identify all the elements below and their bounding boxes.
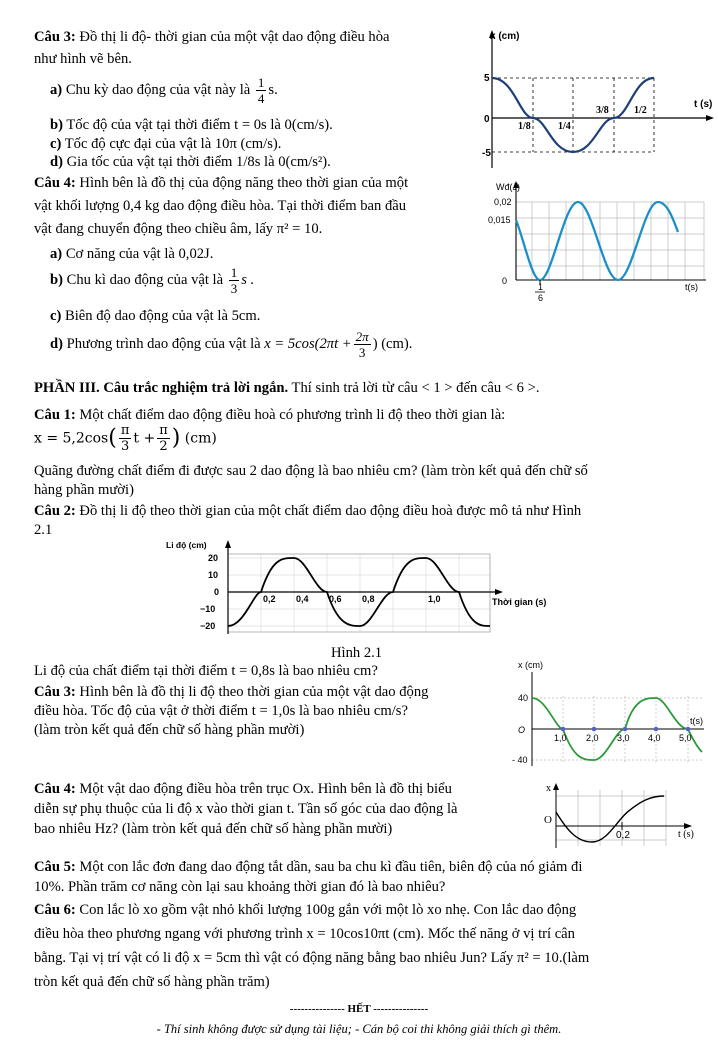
x-axis-label: t(s) — [690, 716, 703, 726]
p2-q3-stem: Đồ thị li độ- thời gian của một vật dao động điều hòa — [79, 29, 390, 45]
p2-q4-option-a — [50, 246, 213, 263]
x-axis-arrow — [706, 115, 714, 121]
p3-q6-line1 — [34, 902, 576, 919]
p2-q4-graph — [482, 178, 714, 306]
p2-q3-graph — [474, 28, 718, 176]
frac-den: 3 — [120, 439, 130, 454]
frac-den: 4 — [257, 91, 265, 106]
fraction — [119, 424, 132, 453]
y-tick-label: −20 — [200, 621, 216, 631]
y-tick-label: -5 — [482, 148, 491, 159]
option-text: Tốc độ cực đại của vật là 10π (cm/s). — [64, 136, 282, 152]
y-tick-label: - 40 — [512, 755, 528, 765]
p2-q4-option-c — [50, 308, 260, 325]
frac-den: 2 — [159, 439, 168, 454]
x-tick-label: 1,0 — [554, 733, 567, 743]
option-text: Chu kì dao động của vật là — [66, 271, 224, 288]
end-marker: --------------- HẾT --------------- — [289, 1003, 429, 1015]
frac-den: 3 — [358, 345, 366, 360]
grid — [516, 202, 704, 280]
p3-q1-label: Câu 1: — [34, 407, 76, 423]
p3-q6-label: Câu 6: — [34, 902, 76, 918]
option-unit: s . — [241, 271, 255, 288]
p3-q2-caption: Hình 2.1 — [331, 645, 383, 661]
option-text: Chu kỳ dao động của vật này là — [65, 81, 251, 98]
p3-q1-stem: Một chất điểm dao động điều hoà có phương trình li độ theo thời gian là: — [79, 407, 506, 423]
p2-q3-option-a — [50, 76, 278, 105]
x-tick-label: 1,0 — [428, 594, 441, 604]
p3-q4-stem-3: bao nhiêu Hz? (làm tròn kết quả đến chữ số hàng phần mười) — [34, 821, 393, 837]
equation-part: x = 5cos(2πt + — [264, 335, 352, 352]
y-axis-label: x (cm) — [518, 660, 543, 670]
y-axis-label: x (cm) — [490, 31, 520, 42]
y-tick-label: 0 — [484, 114, 490, 125]
origin-label: O — [518, 725, 526, 735]
fraction — [229, 266, 240, 295]
option-text: Cơ năng của vật là 0,02J. — [65, 246, 214, 262]
grid-lines — [492, 78, 654, 152]
p3-q2-label: Câu 2: — [34, 503, 76, 519]
y-tick-label: −10 — [200, 604, 216, 614]
x-tick-den: 6 — [538, 293, 544, 303]
frac-num: 1 — [257, 75, 265, 90]
x-tick-label: 1/2 — [634, 105, 647, 116]
x-tick-label: 2,0 — [586, 733, 599, 743]
equation-part: ) (cm). — [372, 335, 413, 352]
x-axis-label: t (s) — [694, 99, 713, 110]
x-tick-num: 1 — [538, 282, 544, 292]
x-tick-label: 3/8 — [596, 105, 609, 116]
x-tick-label: 0,2 — [263, 594, 276, 604]
y-axis-arrow — [553, 783, 559, 790]
option-text: Tốc độ của vật tại thời điểm t = 0s là 0(cm/s). — [66, 117, 333, 133]
p3-q5-line1 — [34, 859, 582, 876]
x-axis-arrow — [495, 589, 503, 595]
x-tick-label: 5,0 — [679, 733, 692, 743]
p2-q3-option-d — [50, 154, 331, 171]
p3-q4-line1 — [34, 781, 452, 798]
y-tick-label: 0,02 — [494, 197, 512, 207]
p3-q2-graph — [164, 538, 574, 644]
option-label: d) — [50, 154, 63, 170]
y-tick-label: 5 — [484, 73, 490, 84]
option-label: a) — [50, 246, 63, 262]
x-tick-label: 0,8 — [362, 594, 375, 604]
equation-unit: (cm) — [184, 430, 217, 447]
p2-q4-option-d — [50, 330, 412, 359]
p2-q3-stem-2: như hình vẽ bên. — [34, 51, 132, 67]
option-text: Biên độ dao động của vật là 5cm. — [65, 308, 261, 324]
y-tick-label: 0 — [214, 587, 220, 597]
p3-q5-stem-2: 10%. Phần trăm cơ năng còn lại sau khoảng thời gian đó là bao nhiêu? — [34, 879, 446, 895]
y-axis-label: Wđ(J) — [496, 182, 520, 192]
p3-q3-line1 — [34, 684, 428, 701]
x-tick-label: 0,4 — [296, 594, 309, 604]
fraction — [354, 330, 371, 359]
p3-q3-stem: Hình bên là đồ thị li độ theo thời gian của một vật dao động — [79, 684, 429, 700]
p2-q3-option-b — [50, 117, 333, 134]
option-label: c) — [50, 308, 62, 324]
part3-heading-text: Thí sinh trả lời từ câu < 1 > đến câu < 6 >. — [291, 380, 540, 396]
p3-q1-ask-2: hàng phần mười) — [34, 482, 134, 498]
option-text: Gia tốc của vật tại thời điểm 1/8s là 0(cm/s²). — [66, 154, 331, 170]
fraction — [157, 424, 170, 453]
y-tick-label: 40 — [518, 693, 529, 703]
p3-q1-equation — [34, 424, 217, 453]
p3-q2-ask: Li độ của chất điểm tại thời điểm t = 0,8s là bao nhiêu cm? — [34, 663, 378, 679]
equation-part: x = 5,2cos — [34, 430, 109, 447]
option-text: Phương trình dao động của vật là — [66, 335, 261, 352]
p3-q4-stem-2: diễn sự phụ thuộc của li độ x vào thời gian t. Tần số góc của dao động là — [34, 801, 458, 817]
p3-q3-stem-3: (làm tròn kết quả đến chữ số hàng phần mười) — [34, 722, 305, 738]
y-axis-label: Li độ (cm) — [166, 540, 207, 550]
p3-q4-stem: Một vật dao động điều hòa trên trục Ox. Hình bên là đồ thị biểu — [79, 781, 452, 797]
option-label: b) — [50, 271, 63, 288]
p3-q6-stem-2: điều hòa theo phương ngang với phương trình x = 10cos10πt (cm). Mốc thế năng ở vị trí cân — [34, 926, 575, 942]
footer-note: - Thí sinh không được sử dụng tài liệu; - Cán bộ coi thi không giải thích gì thêm. — [156, 1022, 562, 1036]
p3-q4-curve — [556, 796, 664, 842]
p3-q3-graph — [508, 656, 708, 768]
p3-q5-stem: Một con lắc đơn đang dao động tắt dần, sau ba chu kì đầu tiên, biên độ của nó giảm đi — [79, 859, 583, 875]
p3-q6-stem-4: tròn kết quả đến chữ số hàng phần trăm) — [34, 974, 270, 990]
p2-q4-curve — [516, 202, 678, 280]
option-label: b) — [50, 117, 63, 133]
p2-q4-stem: Hình bên là đồ thị của động năng theo thời gian của một — [79, 175, 409, 191]
p2-q4-option-b — [50, 266, 254, 295]
y-axis-label: x — [546, 783, 551, 794]
p3-q5-label: Câu 5: — [34, 859, 76, 875]
option-unit: s. — [268, 81, 278, 98]
fraction — [256, 76, 267, 105]
x-tick-label: 1/4 — [558, 121, 571, 132]
part3-heading-bold: PHẦN III. Câu trắc nghiệm trả lời ngắn. — [34, 380, 289, 396]
plot-frame — [228, 554, 490, 632]
p3-q1-ask: Quãng đường chất điểm đi được sau 2 dao động là bao nhiêu cm? (làm tròn kết quả đến chữ số — [34, 463, 588, 479]
paren: ( — [108, 425, 117, 451]
y-axis-arrow — [225, 540, 231, 548]
x-tick-label: 4,0 — [648, 733, 661, 743]
y-tick-label: 10 — [208, 570, 219, 580]
paren: ) — [171, 425, 181, 451]
y-tick-label: 0,015 — [488, 215, 511, 225]
p3-q2-line1 — [34, 503, 581, 520]
origin-label: 0 — [502, 276, 508, 286]
p2-q3-label: Câu 3: — [34, 29, 76, 45]
option-label: d) — [50, 335, 63, 352]
p2-q4-label: Câu 4: — [34, 175, 76, 191]
p2-q4-stem-2: vật khối lượng 0,4 kg dao động điều hòa. Tại thời điểm ban đầu — [34, 198, 407, 214]
grid — [228, 554, 490, 632]
p3-q4-graph — [538, 782, 708, 852]
p3-q3-stem-2: điều hòa. Tốc độ của vật ở thời điểm t = 1,0s là bao nhiêu cm/s? — [34, 703, 408, 719]
p2-q4-line1 — [34, 175, 408, 192]
frac-num: π — [120, 423, 130, 438]
x-tick-label: 0,2 — [616, 830, 630, 841]
part3-heading — [34, 380, 540, 397]
x-axis-label: t (s) — [678, 829, 694, 840]
p3-q2-stem-2: 2.1 — [34, 522, 53, 538]
option-label: a) — [50, 81, 63, 98]
equation-part: t + — [133, 430, 156, 447]
p2-q3-option-c — [50, 136, 281, 153]
frac-num: 1 — [230, 265, 238, 280]
y-tick-label: 20 — [208, 553, 219, 563]
origin-label: O — [544, 814, 552, 826]
x-tick-label: 3,0 — [617, 733, 630, 743]
p2-q3-line1 — [34, 29, 390, 46]
frac-num: 2π — [355, 329, 369, 344]
x-axis-label: Thời gian (s) — [492, 597, 547, 607]
p3-q3-label: Câu 3: — [34, 684, 76, 700]
p2-q4-stem-3: vật đang chuyển động theo chiều âm, lấy π² = 10. — [34, 221, 323, 237]
frac-den: 3 — [230, 281, 238, 296]
p3-q6-stem-3: bằng. Tại vị trí vật có li độ x = 5cm thì vật có động năng bằng bao nhiêu Jun? Lấy π² = 10.(làm — [34, 950, 590, 966]
p3-q6-stem: Con lắc lò xo gồm vật nhỏ khối lượng 100g gắn với một lò xo nhẹ. Con lắc dao động — [79, 902, 577, 918]
p3-q4-label: Câu 4: — [34, 781, 76, 797]
x-tick-label: 0,6 — [329, 594, 342, 604]
option-label: c) — [50, 136, 62, 152]
x-axis-label: t(s) — [685, 282, 698, 292]
x-tick-label: 1/8 — [518, 121, 531, 132]
p3-q1-line1 — [34, 407, 505, 424]
p3-q2-stem: Đồ thị li độ theo thời gian của một chất điểm dao động điều hoà được mô tả như Hình — [79, 503, 582, 519]
frac-num: π — [159, 423, 168, 438]
